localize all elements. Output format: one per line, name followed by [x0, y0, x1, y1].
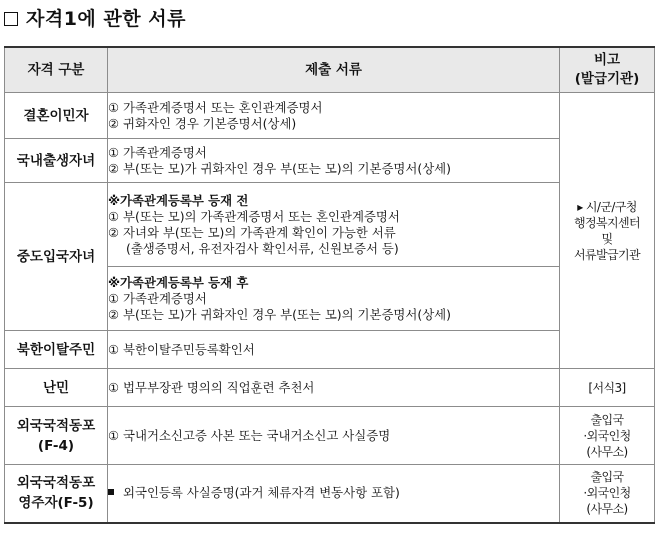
header-note: 비고 (발급기관)	[560, 47, 655, 93]
documents-overseas-korean-f4: ① 국내거소신고증 사본 또는 국내거소신고 사실증명	[108, 407, 560, 465]
category-domestic-born-child: 국내출생자녀	[5, 139, 108, 183]
header-category: 자격 구분	[5, 47, 108, 93]
header-documents: 제출 서류	[108, 47, 560, 93]
documents-before-registration: ※가족관계등록부 등재 전 ① 부(또는 모)의 가족관계증명서 또는 혼인관계증명서 ② 자녀와 부(또는 모)의 가족관계 확인이 가능한 서류 (출생증명서, 유전자검사 확인서류, 신원보증서 등)	[108, 183, 560, 267]
table-row	[5, 183, 655, 267]
table-row	[5, 93, 655, 139]
category-refugee: 난민	[5, 369, 108, 407]
category-overseas-korean-f4: 외국국적동포 (F-4)	[5, 407, 108, 465]
category-marriage-immigrant: 결혼이민자	[5, 93, 108, 139]
documents-overseas-korean-f5: 외국인등록 사실증명(과거 체류자격 변동사항 포함)	[108, 465, 560, 523]
documents-after-registration: ※가족관계등록부 등재 후 ① 가족관계증명서 ② 부(또는 모)가 귀화자인 경우 부(또는 모)의 기본증명서(상세)	[108, 267, 560, 331]
category-midway-entry-child: 중도입국자녀	[5, 183, 108, 331]
table-header-row	[5, 47, 655, 93]
table-row	[5, 369, 655, 407]
category-overseas-korean-f5: 외국국적동포 영주자(F-5)	[5, 465, 108, 523]
section-title	[4, 4, 186, 31]
documents-marriage-immigrant: ① 가족관계증명서 또는 혼인관계증명서 ② 귀화자인 경우 기본증명서(상세)	[108, 93, 560, 139]
documents-domestic-born-child: ① 가족관계증명서 ② 부(또는 모)가 귀화자인 경우 부(또는 모)의 기본증명서(상세)	[108, 139, 560, 183]
checkbox-square-icon	[4, 12, 18, 26]
table-row	[5, 139, 655, 183]
note-refugee-form: [서식3]	[560, 369, 655, 407]
shared-note-issuer: ▸ 시/군/구청 행정복지센터 및 서류발급기관	[560, 93, 655, 369]
category-north-korean-defector: 북한이탈주민	[5, 331, 108, 369]
documents-table	[4, 46, 655, 524]
table-row	[5, 331, 655, 369]
table-row	[5, 407, 655, 465]
square-bullet-icon	[108, 489, 114, 495]
documents-refugee: ① 법무부장관 명의의 직업훈련 추천서	[108, 369, 560, 407]
section-title-text: 자격1에 관한 서류	[26, 8, 186, 30]
note-immigration-office-f5: 출입국 ·외국인청 (사무소)	[560, 465, 655, 523]
note-immigration-office-f4: 출입국 ·외국인청 (사무소)	[560, 407, 655, 465]
table-row	[5, 465, 655, 523]
documents-north-korean-defector: ① 북한이탈주민등록확인서	[108, 331, 560, 369]
